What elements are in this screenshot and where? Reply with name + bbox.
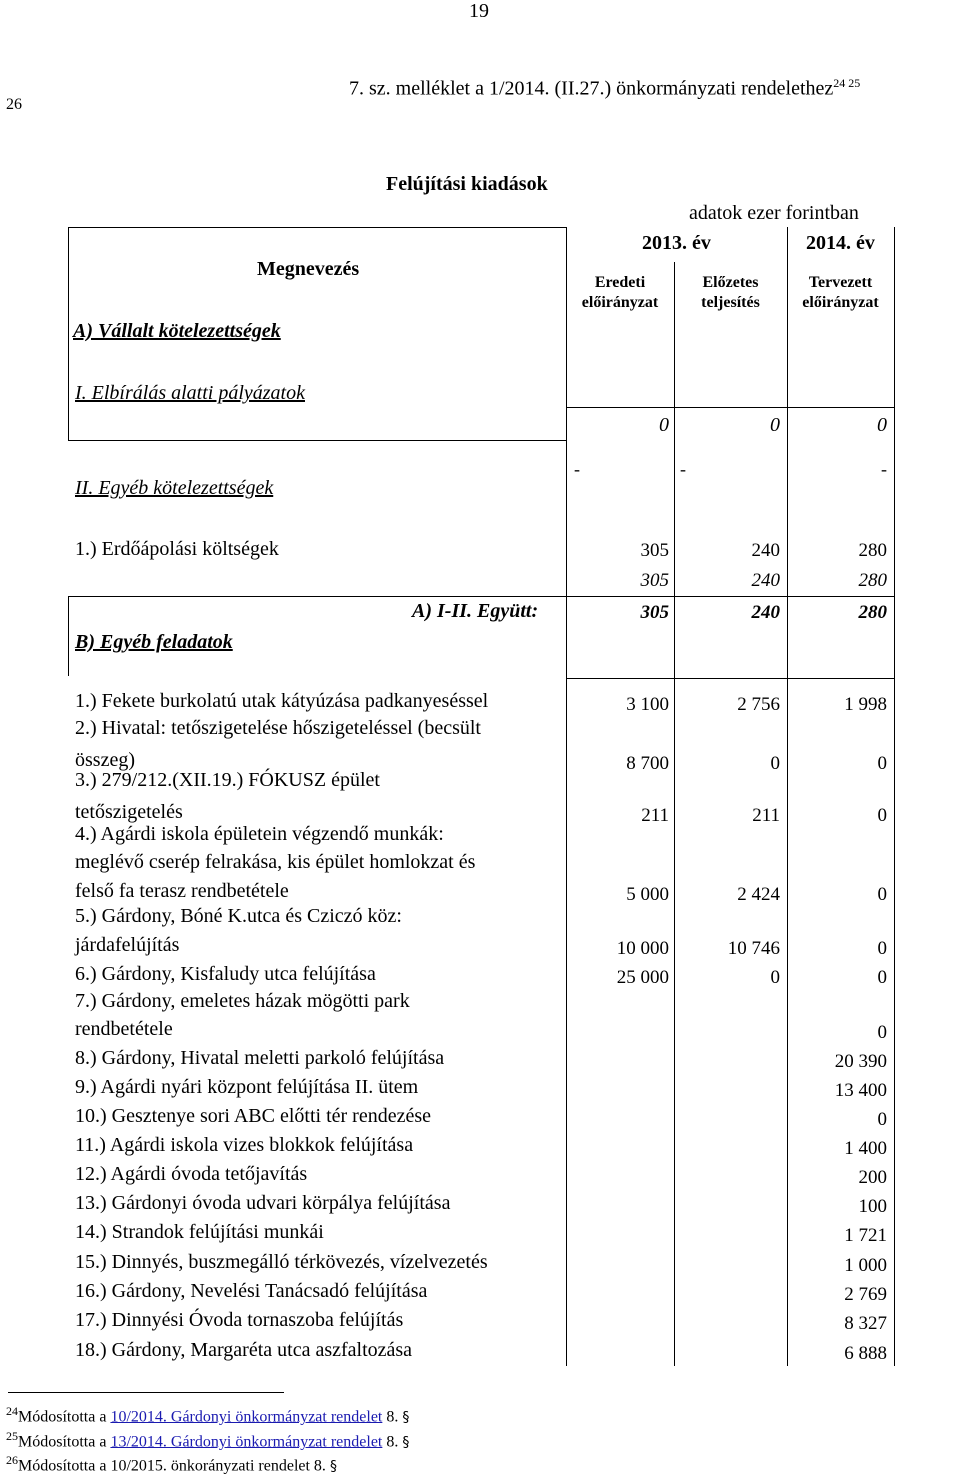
annex-title xyxy=(349,76,860,101)
item-b-label-line: 5.) Gárdony, Bóné K.utca és Cziczó köz: xyxy=(75,905,402,927)
item-b-label-line: 6.) Gárdony, Kisfaludy utca felújítása xyxy=(75,963,376,985)
item-b-label-line: 10.) Gesztenye sori ABC előtti tér rendezése xyxy=(75,1105,431,1127)
footnote-text: Módosította a xyxy=(18,1408,111,1426)
footnote-text: Módosította a xyxy=(18,1433,111,1451)
item-b-value-c3: 100 xyxy=(858,1196,887,1217)
subtotal-value-2: 240 xyxy=(751,570,780,591)
footnote-text-end: 8. xyxy=(382,1433,403,1451)
item-b-label-line: 12.) Agárdi óvoda tetőjavítás xyxy=(75,1163,308,1185)
item-a1-value-1: 305 xyxy=(640,540,669,561)
section-title: Felújítási kiadások xyxy=(386,173,548,195)
item-b-value-c3: 1 000 xyxy=(844,1255,887,1276)
section-mark: § xyxy=(329,1458,337,1475)
group1-value-2: 0 xyxy=(770,414,780,436)
group1-value-3: 0 xyxy=(877,414,887,436)
total-a-value-1: 305 xyxy=(640,602,669,623)
item-b-value-c3: 0 xyxy=(877,1109,887,1130)
header-col2-line2: teljesítés xyxy=(701,294,760,311)
item-b-value-c2: 211 xyxy=(752,805,780,826)
item-b-label-line: 4.) Agárdi iskola épületein végzendő munkák: xyxy=(75,823,444,845)
footnote-text: Módosította a 10/2015. önkorányzati rendelet 8. xyxy=(18,1457,330,1475)
item-b-value-c3: 8 327 xyxy=(844,1313,887,1334)
item-b-label-line: 1.) Fekete burkolatú utak kátyúzása padkanyeséssel xyxy=(75,690,489,712)
item-b-label-line: 3.) 279/212.(XII.19.) FÓKUSZ épület xyxy=(75,769,380,791)
item-b-value-c3: 200 xyxy=(858,1167,887,1188)
item-b-value-c2: 0 xyxy=(770,967,780,988)
item-b-value-c1: 5 000 xyxy=(626,884,669,905)
item-b-value-c3: 2 769 xyxy=(844,1284,887,1305)
side-number: 26 xyxy=(6,96,22,113)
item-b-label-line: 8.) Gárdony, Hivatal meletti parkoló felújítása xyxy=(75,1047,445,1069)
item-b-value-c2: 0 xyxy=(770,753,780,774)
item-b-value-c3: 0 xyxy=(877,938,887,959)
item-b-label-line: járdafelújítás xyxy=(75,934,180,956)
section-mark: § xyxy=(402,1409,410,1426)
item-b-value-c3: 1 400 xyxy=(844,1138,887,1159)
footnote xyxy=(6,1453,337,1475)
footnote-text-end: 8. xyxy=(382,1408,403,1426)
header-year-2013: 2013. év xyxy=(642,232,711,254)
subtotal-value-3: 280 xyxy=(858,570,887,591)
item-b-value-c3: 13 400 xyxy=(834,1080,887,1101)
group1-value-1: 0 xyxy=(659,414,669,436)
item-b-value-c3: 1 721 xyxy=(844,1225,887,1246)
group1-label: I. Elbírálás alatti pályázatok xyxy=(75,382,305,404)
item-b-value-c3: 0 xyxy=(877,753,887,774)
item-b-label-line: 16.) Gárdony, Nevelési Tanácsadó felújítása xyxy=(75,1280,428,1302)
section-b-label: B) Egyéb feladatok xyxy=(75,631,233,653)
unit-note: adatok ezer forintban xyxy=(689,202,859,224)
total-a-value-3: 280 xyxy=(858,602,887,623)
item-b-label-line: 13.) Gárdonyi óvoda udvari körpálya felújítása xyxy=(75,1192,451,1214)
footnote-number: 25 xyxy=(6,1429,18,1443)
item-b-value-c3: 0 xyxy=(877,1022,887,1043)
item-b-value-c2: 2 756 xyxy=(737,694,780,715)
group2-value-1: - xyxy=(574,459,580,479)
section-a-label: A) Vállalt kötelezettségek xyxy=(73,320,281,342)
item-b-value-c1: 25 000 xyxy=(616,967,669,988)
item-b-label-line: 2.) Hivatal: tetőszigetelése hőszigeteléssel (becsült xyxy=(75,717,481,739)
item-b-value-c3: 0 xyxy=(877,967,887,988)
item-b-label-line: 15.) Dinnyés, buszmegálló térkövezés, vízelvezetés xyxy=(75,1251,488,1273)
item-b-label-line: 7.) Gárdony, emeletes házak mögötti park xyxy=(75,990,410,1012)
item-b-label-line: 11.) Agárdi iskola vizes blokkok felújítása xyxy=(75,1134,414,1156)
footnote xyxy=(6,1429,409,1451)
item-b-label-line: 9.) Agárdi nyári központ felújítása II. ütem xyxy=(75,1076,419,1098)
item-b-value-c3: 1 998 xyxy=(844,694,887,715)
header-col3 xyxy=(787,273,894,313)
item-b-label-line: rendbetétele xyxy=(75,1018,173,1040)
item-a1-value-3: 280 xyxy=(858,540,887,561)
header-col2-line1: Előzetes xyxy=(702,274,759,291)
footnote-link[interactable]: 13/2014. Gárdonyi önkormányzat rendelet xyxy=(110,1433,383,1451)
item-b-label-line: összeg) xyxy=(75,749,135,771)
group2-label: II. Egyéb kötelezettségek xyxy=(75,477,274,499)
item-b-value-c1: 3 100 xyxy=(626,694,669,715)
total-a-label: A) I-II. Együtt: xyxy=(412,600,539,622)
item-b-label-line: 17.) Dinnyési Óvoda tornaszoba felújítás xyxy=(75,1309,404,1331)
item-b-value-c1: 10 000 xyxy=(616,938,669,959)
item-b-value-c2: 2 424 xyxy=(737,884,780,905)
item-b-label-line: meglévő cserép felrakása, kis épület homlokzat és xyxy=(75,851,476,873)
item-a1-value-2: 240 xyxy=(751,540,780,561)
item-b-label-line: 14.) Strandok felújítási munkái xyxy=(75,1221,324,1243)
item-b-value-c1: 8 700 xyxy=(626,753,669,774)
item-a1-label: 1.) Erdőápolási költségek xyxy=(75,538,279,560)
subtotal-value-1: 305 xyxy=(640,570,669,591)
header-col1 xyxy=(566,273,674,313)
item-b-label-line: 18.) Gárdony, Margaréta utca aszfaltozása xyxy=(75,1339,413,1361)
group2-value-2: - xyxy=(680,459,686,479)
section-mark: § xyxy=(402,1434,410,1451)
header-name-col: Megnevezés xyxy=(257,258,360,280)
header-col1-line2: előirányzat xyxy=(581,294,659,311)
item-b-value-c3: 20 390 xyxy=(834,1051,887,1072)
footnote-number: 26 xyxy=(6,1453,18,1467)
annex-footnote-refs: 24 25 xyxy=(833,76,861,90)
footnote xyxy=(6,1404,409,1426)
header-col3-line2: előirányzat xyxy=(802,294,879,311)
page-number: 19 xyxy=(469,0,489,22)
footnote-link[interactable]: 10/2014. Gárdonyi önkormányzat rendelet xyxy=(110,1408,383,1426)
header-col1-line1: Eredeti xyxy=(594,274,646,291)
footnote-number: 24 xyxy=(6,1404,18,1418)
header-col3-line1: Tervezett xyxy=(808,274,873,291)
annex-title-text: 7. sz. melléklet a 1/2014. (II.27.) önkormányzati rendelethez xyxy=(349,77,834,100)
item-b-value-c3: 0 xyxy=(877,884,887,905)
footnote-separator xyxy=(8,1392,284,1393)
total-a-value-2: 240 xyxy=(751,602,780,623)
header-year-2014: 2014. év xyxy=(806,232,875,254)
header-col2 xyxy=(674,273,787,313)
item-b-value-c3: 0 xyxy=(877,805,887,826)
item-b-value-c1: 211 xyxy=(641,805,669,826)
item-b-value-c3: 6 888 xyxy=(844,1343,887,1364)
item-b-value-c2: 10 746 xyxy=(727,938,780,959)
group2-value-3: - xyxy=(881,459,887,479)
item-b-label-line: tetőszigetelés xyxy=(75,801,183,823)
item-b-label-line: felső fa terasz rendbetétele xyxy=(75,880,289,902)
